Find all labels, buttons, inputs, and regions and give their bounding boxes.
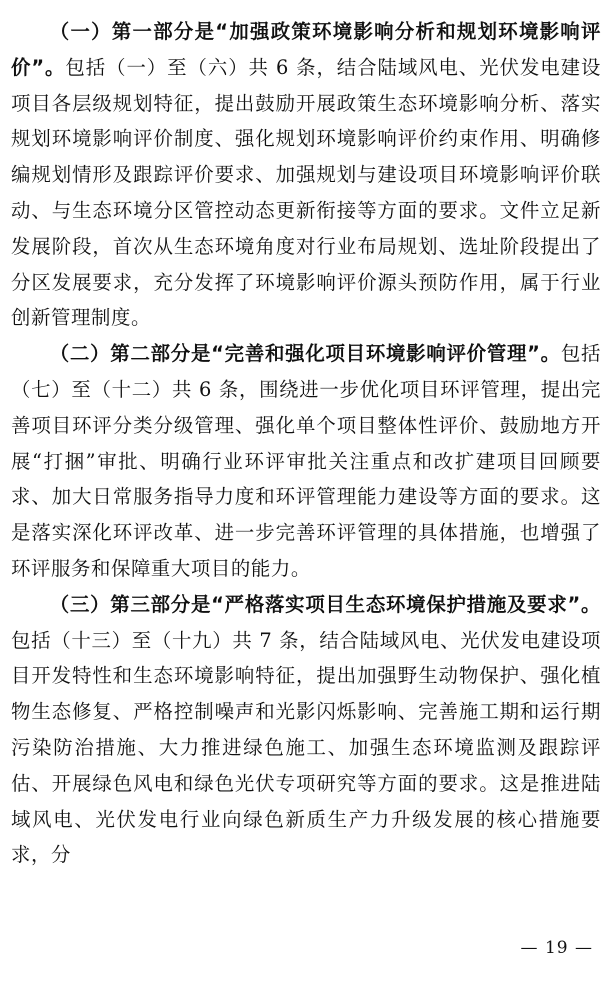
document-body — [11, 14, 601, 873]
paragraph-text: 包括（十三）至（十九）共 7 条，结合陆域风电、光伏发电建设项目开发特性和生态环境影响特征，提出加强野生动物保护、强化植物生态修复、严格控制噪声和光影闪烁影响、完善施工期和运行期污染防治措施、大力推进绿色施工、加强生态环境监测及跟踪评估、开展绿色风电和绿色光伏专项研究等方面的要求。这是推进陆域风电、光伏发电行业向绿色新质生产力升级发展的核心措施要求，分 — [11, 628, 601, 867]
paragraph-heading: （一）第一部分是“加强政策环境影响分析和规划环境影响评价”。 — [11, 20, 601, 79]
paragraph-text: 包括（七）至（十二）共 6 条，围绕进一步优化项目环评管理，提出完善项目环评分类分级管理、强化单个项目整体性评价、鼓励地方开展“打捆”审批、明确行业环评审批关注重点和改扩建项目回顾要求、加大日常服务指导力度和环评管理能力建设等方面的要求。这是落实深化环评改革、进一步完善环评管理的具体措施，也增强了环评服务和保障重大项目的能力。 — [11, 342, 602, 580]
paragraph-part-two — [11, 336, 601, 587]
page-number: — 19 — — [520, 938, 593, 958]
paragraph-text: 包括（一）至（六）共 6 条，结合陆域风电、光伏发电建设项目各层级规划特征，提出鼓励开展政策生态环境影响分析、落实规划环境影响评价制度、强化规划环境影响评价约束作用、明确修编规划情形及跟踪评价要求、加强规划与建设项目环境影响评价联动、与生态环境分区管控动态更新衔接等方面的要求。文件立足新发展阶段，首次从生态环境角度对行业布局规划、选址阶段提出了分区发展要求，充分发挥了环境影响评价源头预防作用，属于行业创新管理制度。 — [11, 55, 601, 330]
paragraph-heading: （二）第二部分是“完善和强化项目环境影响评价管理”。 — [49, 342, 561, 366]
paragraph-heading: （三）第三部分是“严格落实项目生态环境保护措施及要求”。 — [49, 592, 601, 616]
paragraph-part-one — [11, 14, 601, 336]
paragraph-part-three — [11, 587, 601, 873]
